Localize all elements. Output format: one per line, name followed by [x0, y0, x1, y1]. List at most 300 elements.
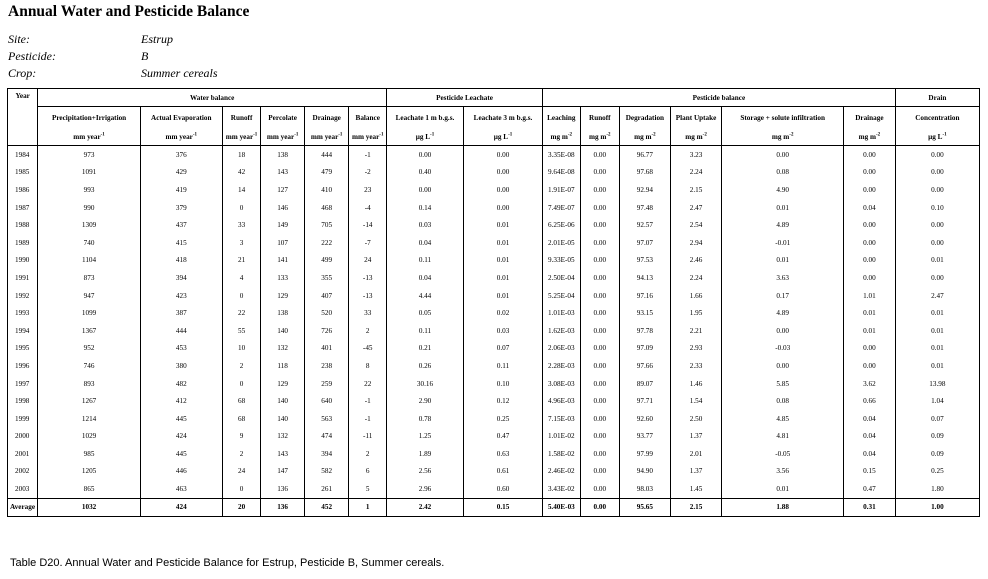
table-cell: 479 [304, 164, 349, 182]
table-cell: 2.90 [386, 392, 463, 410]
table-cell: 30.16 [386, 375, 463, 393]
table-cell: 0.00 [844, 216, 896, 234]
year-cell: 1996 [8, 357, 38, 375]
unit-exponent: -2 [702, 132, 707, 138]
table-cell: 0.47 [844, 480, 896, 498]
table-cell: 140 [261, 410, 305, 428]
table-cell: 3.62 [844, 375, 896, 393]
table-cell: 419 [140, 181, 222, 199]
table-cell: 0 [222, 375, 261, 393]
table-cell: 1.89 [386, 445, 463, 463]
pesticide-value: B [141, 49, 149, 63]
table-cell: 0.00 [580, 252, 620, 270]
column-header: Runoff [222, 107, 261, 130]
unit-exponent: -1 [508, 132, 513, 138]
table-cell: 0.00 [386, 146, 463, 164]
table-cell: 0.21 [386, 340, 463, 358]
table-row [8, 480, 980, 498]
unit-exponent: -2 [606, 132, 611, 138]
column-unit [543, 129, 580, 146]
table-cell: 423 [140, 287, 222, 305]
year-cell: 1988 [8, 216, 38, 234]
table-cell: 92.60 [620, 410, 671, 428]
table-cell: 0.66 [844, 392, 896, 410]
year-cell: 1987 [8, 199, 38, 217]
table-cell: 4.96E-03 [543, 392, 580, 410]
table-cell: 3.35E-08 [543, 146, 580, 164]
table-cell: 1029 [38, 428, 140, 446]
table-cell: 4.90 [722, 181, 844, 199]
table-cell: 1.46 [670, 375, 722, 393]
table-cell: 445 [140, 410, 222, 428]
column-header: Actual Evaporation [140, 107, 222, 130]
table-cell: 22 [222, 304, 261, 322]
table-cell: 0.01 [722, 199, 844, 217]
table-cell: 993 [38, 181, 140, 199]
table-cell: 222 [304, 234, 349, 252]
year-cell: 1991 [8, 269, 38, 287]
table-cell: 140 [261, 392, 305, 410]
table-cell: 0.00 [580, 234, 620, 252]
table-cell: 33 [222, 216, 261, 234]
table-cell: 97.66 [620, 357, 671, 375]
table-row [8, 375, 980, 393]
table-cell: 92.57 [620, 216, 671, 234]
table-cell: 8 [349, 357, 387, 375]
table-cell: 0.00 [844, 269, 896, 287]
table-row [8, 410, 980, 428]
average-cell: 20 [222, 498, 261, 516]
table-cell: 138 [261, 304, 305, 322]
table-cell: -14 [349, 216, 387, 234]
table-cell: 97.48 [620, 199, 671, 217]
table-cell: 2.28E-03 [543, 357, 580, 375]
table-cell: 445 [140, 445, 222, 463]
table-cell: 0.01 [844, 304, 896, 322]
table-cell: 0.01 [895, 340, 979, 358]
table-cell: 97.07 [620, 234, 671, 252]
table-cell: 520 [304, 304, 349, 322]
table-cell: 2.93 [670, 340, 722, 358]
table-row [8, 357, 980, 375]
table-cell: 141 [261, 252, 305, 270]
table-cell: 4.89 [722, 216, 844, 234]
table-cell: 873 [38, 269, 140, 287]
table-cell: 107 [261, 234, 305, 252]
table-cell: 1099 [38, 304, 140, 322]
table-cell: 0.40 [386, 164, 463, 182]
year-header: Year [8, 89, 38, 146]
table-cell: 582 [304, 463, 349, 481]
table-cell: 0.11 [386, 322, 463, 340]
year-cell: 1985 [8, 164, 38, 182]
table-cell: -1 [349, 410, 387, 428]
table-cell: 379 [140, 199, 222, 217]
table-cell: 0.08 [722, 392, 844, 410]
table-cell: 0.05 [386, 304, 463, 322]
table-cell: 0.00 [844, 164, 896, 182]
table-cell: -13 [349, 269, 387, 287]
table-cell: 0.00 [463, 146, 542, 164]
table-cell: 401 [304, 340, 349, 358]
table-row [8, 199, 980, 217]
table-cell: 1.58E-02 [543, 445, 580, 463]
table-cell: 1.91E-07 [543, 181, 580, 199]
table-cell: 2.47 [895, 287, 979, 305]
table-cell: 0.01 [895, 322, 979, 340]
average-cell: 0.15 [463, 498, 542, 516]
unit-text: mm year [165, 133, 193, 141]
average-cell: 2.15 [670, 498, 722, 516]
table-cell: 0.12 [463, 392, 542, 410]
table-cell: 127 [261, 181, 305, 199]
year-cell: 1997 [8, 375, 38, 393]
table-cell: 94.13 [620, 269, 671, 287]
unit-exponent: -1 [942, 132, 947, 138]
table-cell: 0.25 [463, 410, 542, 428]
table-cell: 499 [304, 252, 349, 270]
table-cell: 1205 [38, 463, 140, 481]
table-row [8, 164, 980, 182]
table-cell: 9.33E-05 [543, 252, 580, 270]
table-cell: 0.61 [463, 463, 542, 481]
year-cell: 2001 [8, 445, 38, 463]
table-cell: 2 [222, 357, 261, 375]
table-cell: 97.09 [620, 340, 671, 358]
unit-text: mm year [73, 133, 101, 141]
table-cell: 68 [222, 410, 261, 428]
table-cell: 143 [261, 445, 305, 463]
table-cell: 2 [222, 445, 261, 463]
table-cell: 387 [140, 304, 222, 322]
table-cell: 0.02 [463, 304, 542, 322]
table-cell: 0.00 [386, 181, 463, 199]
table-cell: 0.00 [895, 146, 979, 164]
table-cell: 355 [304, 269, 349, 287]
table-cell: -13 [349, 287, 387, 305]
year-cell: 2003 [8, 480, 38, 498]
table-cell: 133 [261, 269, 305, 287]
table-cell: 5 [349, 480, 387, 498]
table-cell: -0.01 [722, 234, 844, 252]
table-cell: 1214 [38, 410, 140, 428]
table-cell: 118 [261, 357, 305, 375]
table-cell: 68 [222, 392, 261, 410]
table-cell: 97.78 [620, 322, 671, 340]
page-title: Annual Water and Pesticide Balance [8, 3, 250, 20]
table-cell: 0.00 [722, 357, 844, 375]
table-cell: 9.64E-08 [543, 164, 580, 182]
table-cell: -7 [349, 234, 387, 252]
column-unit [463, 129, 542, 146]
average-cell: 136 [261, 498, 305, 516]
table-cell: 55 [222, 322, 261, 340]
table-cell: 0.07 [463, 340, 542, 358]
table-cell: 0.00 [722, 146, 844, 164]
unit-exponent: -1 [253, 132, 258, 138]
table-cell: 0.00 [580, 428, 620, 446]
table-cell: 129 [261, 375, 305, 393]
table-cell: 0.00 [844, 357, 896, 375]
pesticide-balance-header: Pesticide balance [543, 89, 896, 107]
table-cell: 0.17 [722, 287, 844, 305]
average-cell: 0.31 [844, 498, 896, 516]
unit-text: mg m [550, 133, 568, 141]
table-cell: 0.01 [895, 252, 979, 270]
average-cell: 1 [349, 498, 387, 516]
table-cell: 0 [222, 287, 261, 305]
table-cell: 0.00 [580, 463, 620, 481]
table-caption: Table D20. Annual Water and Pesticide Balance for Estrup, Pesticide B, Summer cereals. [10, 557, 445, 569]
table-cell: 21 [222, 252, 261, 270]
table-cell: 424 [140, 428, 222, 446]
table-cell: 93.77 [620, 428, 671, 446]
table-cell: -45 [349, 340, 387, 358]
average-label: Average [8, 498, 38, 516]
unit-text: mg m [858, 133, 876, 141]
column-unit [620, 129, 671, 146]
table-cell: 33 [349, 304, 387, 322]
table-row [8, 445, 980, 463]
table-cell: 973 [38, 146, 140, 164]
table-cell: 2.46E-02 [543, 463, 580, 481]
table-cell: 0.07 [895, 410, 979, 428]
column-unit [304, 129, 349, 146]
table-row [8, 234, 980, 252]
table-cell: 22 [349, 375, 387, 393]
column-header: Leaching [543, 107, 580, 130]
table-cell: 143 [261, 164, 305, 182]
table-cell: 0.00 [895, 269, 979, 287]
column-unit [895, 129, 979, 146]
unit-text: µg L [415, 133, 431, 141]
table-cell: 1.45 [670, 480, 722, 498]
table-cell: 2.33 [670, 357, 722, 375]
table-cell: 93.15 [620, 304, 671, 322]
table-cell: 2.96 [386, 480, 463, 498]
table-cell: 0.09 [895, 445, 979, 463]
balance-table [7, 88, 980, 517]
column-unit [349, 129, 387, 146]
table-cell: 24 [222, 463, 261, 481]
table-cell: 0 [222, 480, 261, 498]
table-row [8, 392, 980, 410]
table-cell: 1091 [38, 164, 140, 182]
table-cell: 394 [304, 445, 349, 463]
table-cell: 446 [140, 463, 222, 481]
year-cell: 1990 [8, 252, 38, 270]
table-cell: 1104 [38, 252, 140, 270]
table-cell: 0.00 [895, 234, 979, 252]
drain-header: Drain [895, 89, 979, 107]
table-cell: 380 [140, 357, 222, 375]
table-cell: 2.24 [670, 164, 722, 182]
unit-exponent: -1 [338, 132, 343, 138]
table-cell: 726 [304, 322, 349, 340]
year-cell: 2000 [8, 428, 38, 446]
table-cell: 0.00 [463, 164, 542, 182]
table-cell: 0.01 [463, 252, 542, 270]
table-cell: 5.25E-04 [543, 287, 580, 305]
column-unit [722, 129, 844, 146]
table-cell: 0.00 [844, 340, 896, 358]
table-cell: 132 [261, 340, 305, 358]
column-header: Runoff [580, 107, 620, 130]
table-cell: 0.01 [895, 304, 979, 322]
table-cell: 1.95 [670, 304, 722, 322]
table-cell: 5.85 [722, 375, 844, 393]
column-unit [670, 129, 722, 146]
table-row [8, 304, 980, 322]
table-cell: 10 [222, 340, 261, 358]
unit-exponent: -1 [192, 132, 198, 138]
table-cell: 0.00 [844, 234, 896, 252]
average-cell: 1.00 [895, 498, 979, 516]
unit-exponent: -1 [100, 132, 105, 138]
table-cell: 0.00 [895, 164, 979, 182]
table-cell: 0.00 [580, 146, 620, 164]
table-cell: 0.00 [844, 181, 896, 199]
column-header: Drainage [844, 107, 896, 130]
year-cell: 1998 [8, 392, 38, 410]
table-cell: 0.11 [386, 252, 463, 270]
table-cell: 2.15 [670, 181, 722, 199]
table-cell: 96.77 [620, 146, 671, 164]
table-cell: 474 [304, 428, 349, 446]
water-balance-header: Water balance [38, 89, 387, 107]
table-cell: 7.49E-07 [543, 199, 580, 217]
table-row [8, 287, 980, 305]
table-cell: 238 [304, 357, 349, 375]
unit-exponent: -1 [430, 132, 435, 138]
table-cell: 1367 [38, 322, 140, 340]
table-cell: 3.43E-02 [543, 480, 580, 498]
table-cell: -4 [349, 199, 387, 217]
table-cell: 952 [38, 340, 140, 358]
table-row [8, 322, 980, 340]
table-cell: 0.04 [844, 428, 896, 446]
table-cell: -1 [349, 146, 387, 164]
table-cell: 2.54 [670, 216, 722, 234]
unit-text: mg m [771, 133, 790, 141]
year-cell: 2002 [8, 463, 38, 481]
table-cell: 437 [140, 216, 222, 234]
unit-text: µg L [493, 133, 509, 141]
table-cell: 18 [222, 146, 261, 164]
table-cell: 98.03 [620, 480, 671, 498]
unit-exponent: -2 [875, 132, 881, 138]
column-header: Drainage [304, 107, 349, 130]
table-cell: 429 [140, 164, 222, 182]
table-cell: 0.60 [463, 480, 542, 498]
table-row [8, 146, 980, 164]
table-cell: 1.04 [895, 392, 979, 410]
unit-exponent: -1 [379, 132, 384, 138]
table-cell: -0.03 [722, 340, 844, 358]
table-cell: 2.06E-03 [543, 340, 580, 358]
average-cell: 1.88 [722, 498, 844, 516]
table-cell: 7.15E-03 [543, 410, 580, 428]
year-cell: 1992 [8, 287, 38, 305]
table-cell: 0.00 [844, 252, 896, 270]
column-unit [386, 129, 463, 146]
crop-label: Crop: [8, 66, 37, 80]
table-cell: 42 [222, 164, 261, 182]
table-cell: 6.25E-06 [543, 216, 580, 234]
table-cell: 138 [261, 146, 305, 164]
table-cell: 2.24 [670, 269, 722, 287]
table-cell: 136 [261, 480, 305, 498]
table-cell: 0.00 [580, 216, 620, 234]
table-row [8, 269, 980, 287]
unit-text: mg m [589, 133, 607, 141]
table-cell: 444 [304, 146, 349, 164]
table-cell: 94.90 [620, 463, 671, 481]
table-cell: 0.04 [386, 234, 463, 252]
table-cell: 2 [349, 445, 387, 463]
table-cell: 0.01 [895, 357, 979, 375]
table-cell: 1.25 [386, 428, 463, 446]
table-cell: 0.01 [844, 322, 896, 340]
table-cell: 0.01 [463, 234, 542, 252]
table-cell: 129 [261, 287, 305, 305]
table-cell: 444 [140, 322, 222, 340]
average-cell: 0.00 [580, 498, 620, 516]
table-cell: 2.47 [670, 199, 722, 217]
table-cell: 3.56 [722, 463, 844, 481]
table-cell: 0.25 [895, 463, 979, 481]
table-cell: 1.01E-02 [543, 428, 580, 446]
table-cell: 259 [304, 375, 349, 393]
table-cell: 1.54 [670, 392, 722, 410]
table-cell: 1309 [38, 216, 140, 234]
table-cell: 0.00 [580, 445, 620, 463]
average-cell: 1032 [38, 498, 140, 516]
table-cell: 0.00 [580, 480, 620, 498]
table-cell: 0 [222, 199, 261, 217]
table-cell: 9 [222, 428, 261, 446]
table-cell: 0.01 [463, 287, 542, 305]
table-cell: 0.11 [463, 357, 542, 375]
table-cell: 0.00 [580, 340, 620, 358]
table-row [8, 340, 980, 358]
table-cell: 990 [38, 199, 140, 217]
table-cell: 0.00 [580, 322, 620, 340]
table-cell: 3.08E-03 [543, 375, 580, 393]
table-cell: 463 [140, 480, 222, 498]
table-cell: 0.04 [844, 410, 896, 428]
table-cell: 0.00 [895, 216, 979, 234]
table-cell: 0.10 [463, 375, 542, 393]
table-cell: 0.78 [386, 410, 463, 428]
table-cell: 1.62E-03 [543, 322, 580, 340]
table-row [8, 252, 980, 270]
table-cell: 1.01 [844, 287, 896, 305]
table-cell: 14 [222, 181, 261, 199]
table-cell: 410 [304, 181, 349, 199]
table-cell: -0.05 [722, 445, 844, 463]
table-cell: 146 [261, 199, 305, 217]
table-cell: 746 [38, 357, 140, 375]
column-unit [580, 129, 620, 146]
table-cell: 23 [349, 181, 387, 199]
column-unit [261, 129, 305, 146]
table-cell: 89.07 [620, 375, 671, 393]
table-cell: 4.89 [722, 304, 844, 322]
table-cell: 0.00 [580, 164, 620, 182]
table-cell: 0.00 [580, 304, 620, 322]
table-cell: 97.68 [620, 164, 671, 182]
